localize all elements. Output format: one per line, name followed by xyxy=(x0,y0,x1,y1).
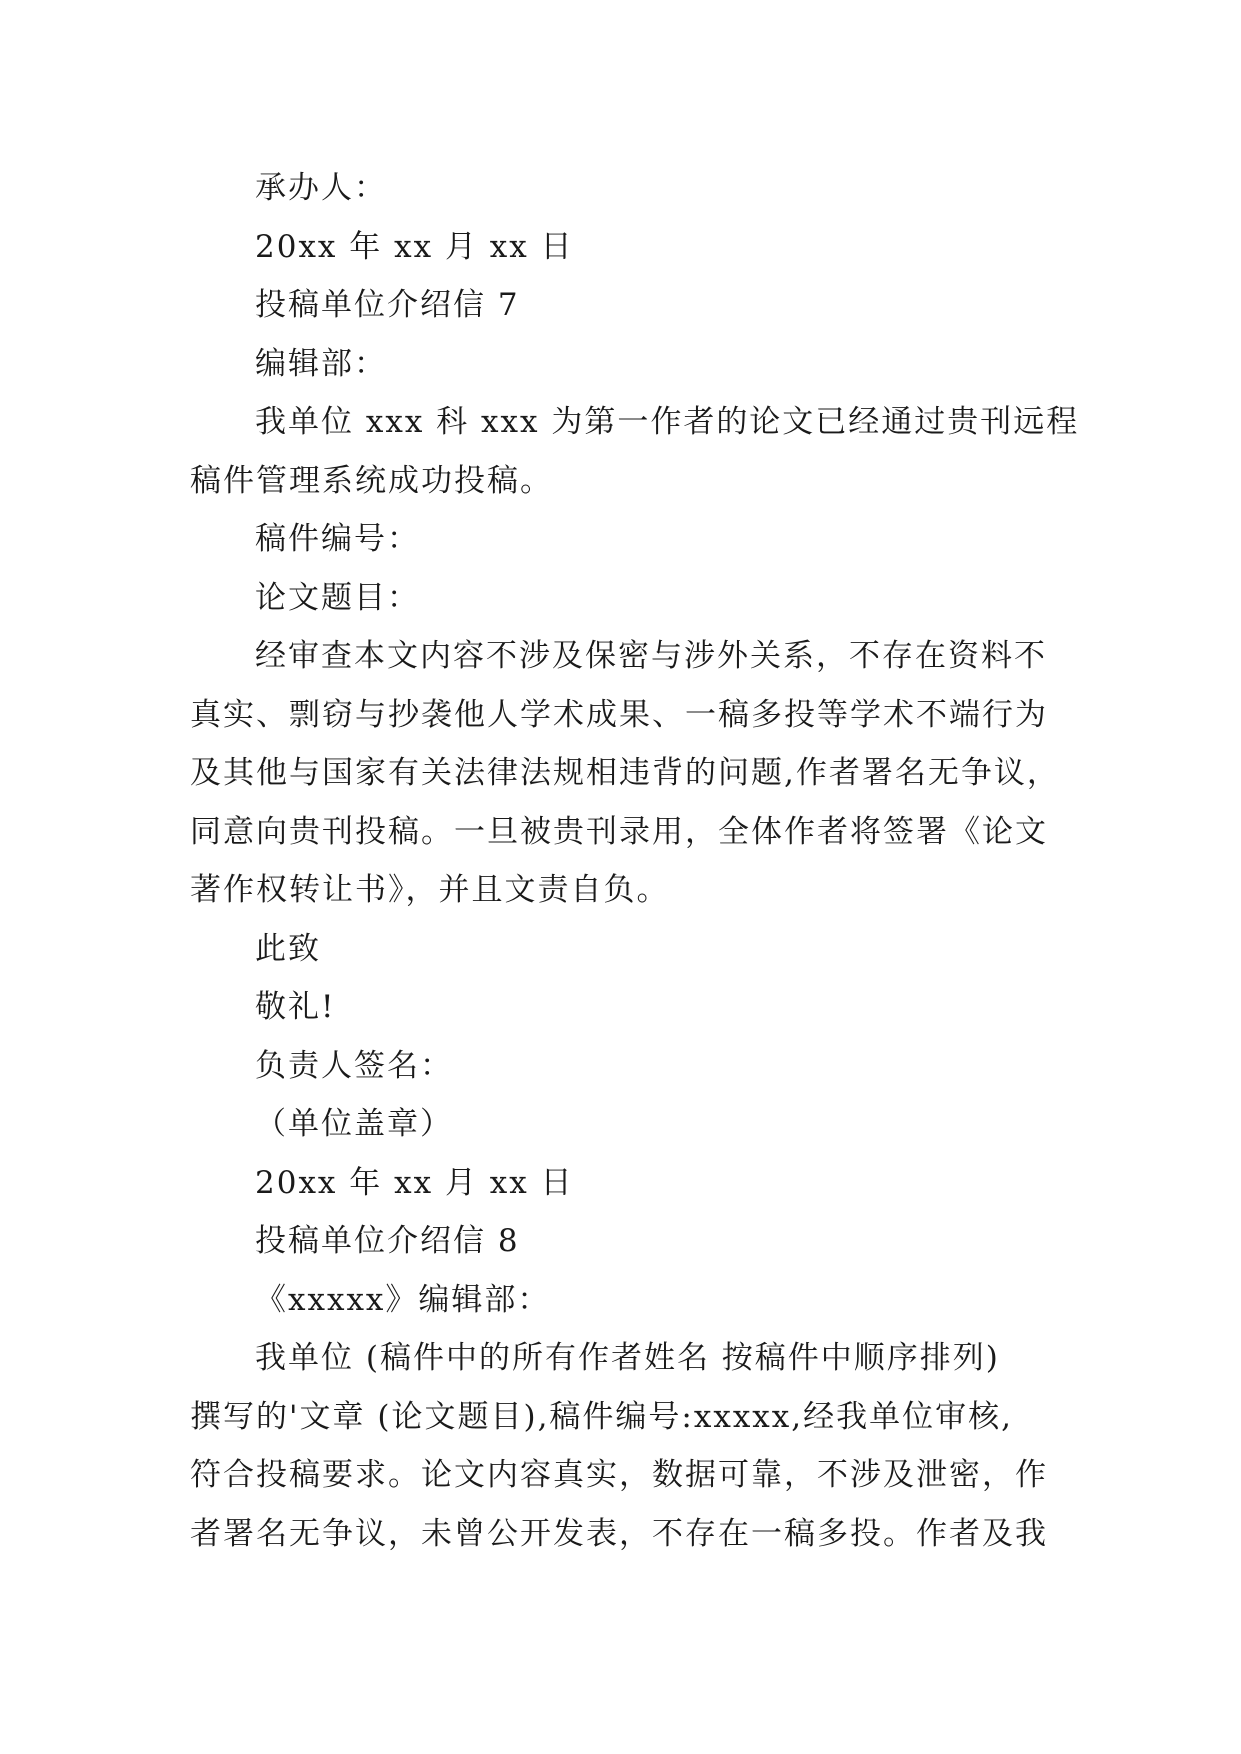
paragraph-line: 符合投稿要求。论文内容真实，数据可靠，不涉及泄密，作 xyxy=(190,1457,1048,1493)
paragraph-line: 经审查本文内容不涉及保密与涉外关系，不存在资料不 xyxy=(255,638,1047,674)
paragraph-line: 撰写的'文章 (论文题目),稿件编号:xxxxx,经我单位审核, xyxy=(190,1399,1013,1435)
manuscript-number-label: 稿件编号： xyxy=(255,521,420,557)
handler-label: 承办人： xyxy=(255,170,387,206)
paragraph-line: 我单位 xxx 科 xxx 为第一作者的论文已经通过贵刊远程 xyxy=(255,404,1080,440)
paragraph-line: 真实、剽窃与抄袭他人学术成果、一稿多投等学术不端行为 xyxy=(190,697,1048,733)
paragraph-line: 同意向贵刊投稿。一旦被贵刊录用，全体作者将签署《论文 xyxy=(190,814,1048,850)
paragraph-line: 稿件管理系统成功投稿。 xyxy=(190,463,553,499)
paragraph-line: 我单位 (稿件中的所有作者姓名 按稿件中顺序排列) xyxy=(255,1340,1000,1376)
salutation: 《xxxxx》编辑部： xyxy=(255,1282,551,1318)
closing: 此致 xyxy=(255,931,321,967)
signature-label: 负责人签名： xyxy=(255,1048,453,1084)
paper-title-label: 论文题目： xyxy=(255,580,420,616)
section-title-7: 投稿单位介绍信 7 xyxy=(255,287,520,323)
paragraph-line: 著作权转让书》，并且文责自负。 xyxy=(190,872,670,908)
paragraph-line: 者署名无争议，未曾公开发表，不存在一稿多投。作者及我 xyxy=(190,1516,1048,1552)
salutation: 编辑部： xyxy=(255,346,387,382)
date-line: 20xx 年 xx 月 xx 日 xyxy=(255,229,574,265)
section-title-8: 投稿单位介绍信 8 xyxy=(255,1223,520,1259)
paragraph-line: 及其他与国家有关法律法规相违背的问题,作者署名无争议， xyxy=(190,755,1060,791)
date-line: 20xx 年 xx 月 xx 日 xyxy=(255,1165,574,1201)
seal-label: （单位盖章） xyxy=(255,1106,453,1142)
closing-salute: 敬礼! xyxy=(255,989,336,1025)
